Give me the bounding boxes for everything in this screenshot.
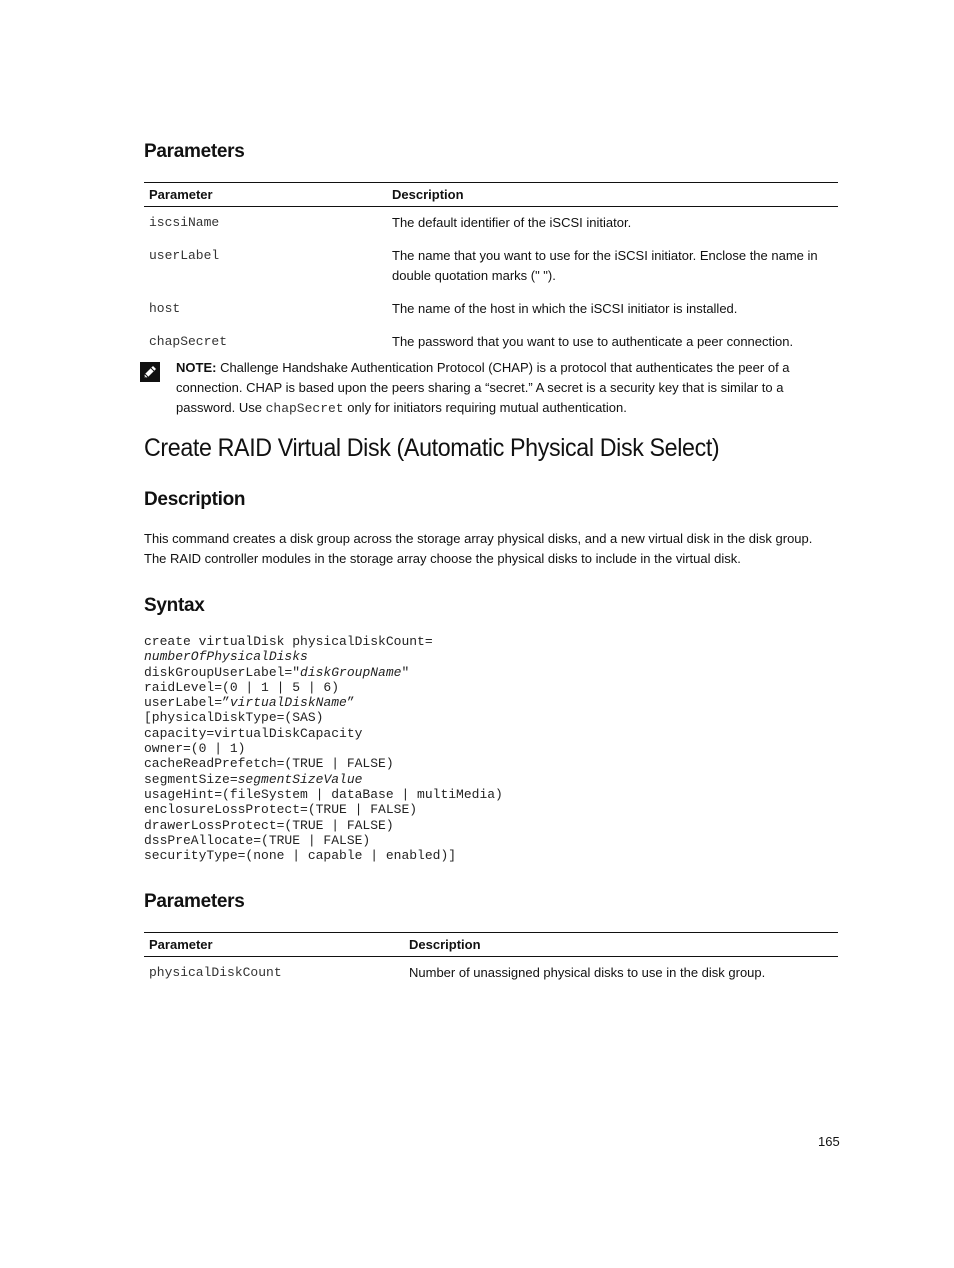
syntax-line [144, 665, 503, 680]
syntax-text: [physicalDiskType=(SAS) [144, 710, 324, 726]
syntax-text: owner=(0 | 1) [144, 741, 246, 757]
syntax-text: create virtualDisk physicalDiskCount= [144, 634, 433, 649]
syntax-line [144, 634, 503, 649]
syntax-line [144, 680, 503, 695]
parameter-description: Number of unassigned physical disks to use in the disk group. [409, 965, 766, 980]
description-heading: Description [144, 489, 246, 510]
parameter-name: chapSecret [149, 334, 228, 349]
table-row [144, 240, 838, 293]
syntax-text: raidLevel=(0 | 1 | 5 | 6) [144, 679, 340, 695]
table-header-row [144, 933, 838, 957]
syntax-text: capacity=virtualDiskCapacity [144, 725, 363, 741]
column-header-description: Description [387, 183, 838, 207]
note-label: NOTE: [176, 360, 217, 375]
syntax-text: " [401, 664, 410, 680]
parameter-name: iscsiName [149, 215, 220, 230]
parameters-table-2 [144, 932, 838, 990]
syntax-line [144, 695, 503, 710]
syntax-text: diskGroupUserLabel=" [144, 664, 301, 680]
table-row [144, 957, 838, 991]
syntax-line [144, 772, 503, 787]
description-text: This command creates a disk group across the storage array physical disks, and a new virtual disk in the disk group. The RAID controller modules in the storage array choose the physical disks to include in the virtual disk. [144, 531, 813, 566]
table-row [144, 207, 838, 241]
parameter-name: physicalDiskCount [149, 965, 282, 980]
table-row [144, 293, 838, 326]
syntax-text: enclosureLossProtect=(TRUE | FALSE) [144, 802, 418, 818]
column-header-parameter: Parameter [144, 933, 404, 957]
note-text-before: Challenge Handshake Authentication Protocol (CHAP) is a protocol that authenticates the peer of a connection. CHAP is based upon the peers sharing a “secret.” A secret is a security key that is similar to a password. Use [176, 360, 790, 415]
parameter-name: host [149, 301, 181, 316]
syntax-line [144, 833, 503, 848]
parameter-name: userLabel [149, 248, 220, 263]
syntax-line [144, 802, 503, 817]
syntax-code-block [144, 634, 503, 863]
column-header-description: Description [404, 933, 838, 957]
syntax-line [144, 726, 503, 741]
syntax-placeholder: diskGroupName [300, 664, 402, 680]
syntax-line [144, 710, 503, 725]
parameter-description: The name of the host in which the iSCSI initiator is installed. [392, 301, 738, 316]
syntax-line [144, 741, 503, 756]
note-text [176, 358, 816, 419]
syntax-text: segmentSize= [144, 771, 238, 787]
syntax-placeholder: numberOfPhysicalDisks [144, 649, 308, 665]
syntax-line [144, 787, 503, 802]
syntax-text: ” [346, 695, 355, 711]
table-row [144, 326, 838, 359]
page-number: 165 [818, 1134, 840, 1149]
parameter-description: The default identifier of the iSCSI initiator. [392, 215, 632, 230]
syntax-placeholder: segmentSizeValue [237, 771, 363, 787]
syntax-text: userLabel=” [144, 695, 230, 711]
syntax-heading: Syntax [144, 595, 205, 616]
note-code: chapSecret [265, 401, 344, 416]
table-header-row [144, 183, 838, 207]
syntax-line [144, 818, 503, 833]
syntax-line [144, 848, 503, 863]
parameter-description: The password that you want to use to authenticate a peer connection. [392, 334, 794, 349]
note-text-after: only for initiators requiring mutual authentication. [343, 400, 627, 415]
syntax-text: cacheReadPrefetch=(TRUE | FALSE) [144, 756, 394, 772]
syntax-line [144, 756, 503, 771]
syntax-text: dssPreAllocate=(TRUE | FALSE) [144, 832, 371, 848]
syntax-placeholder: virtualDiskName [229, 695, 347, 711]
parameters-heading-1: Parameters [144, 141, 245, 162]
parameters-table-1 [144, 182, 838, 359]
parameters-heading-2: Parameters [144, 891, 245, 912]
syntax-text: securityType=(none | capable | enabled)] [144, 848, 457, 864]
parameter-description: The name that you want to use for the iSCSI initiator. Enclose the name in double quotation marks (" "). [392, 248, 818, 283]
page-title: Create RAID Virtual Disk (Automatic Physical Disk Select) [144, 434, 720, 462]
pencil-note-icon [140, 362, 160, 382]
column-header-parameter: Parameter [144, 183, 387, 207]
syntax-text: drawerLossProtect=(TRUE | FALSE) [144, 817, 394, 833]
syntax-text: usageHint=(fileSystem | dataBase | multiMedia) [144, 786, 503, 802]
syntax-line [144, 649, 503, 664]
